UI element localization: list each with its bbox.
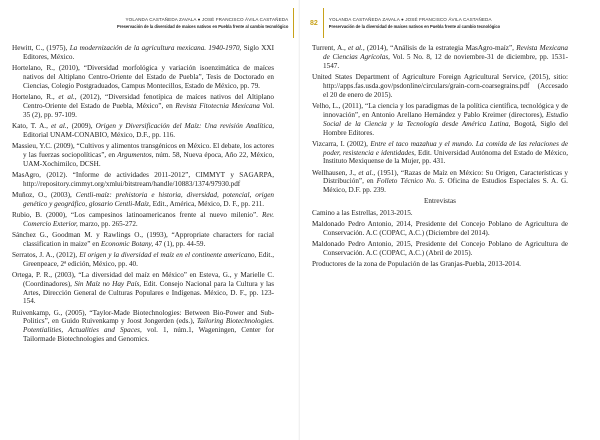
- reference-text: Vizcarra, I. (2002),: [312, 139, 371, 148]
- reference-text: Hewitt, C., (1975),: [12, 44, 70, 52]
- reference-entry: [12, 171, 274, 189]
- reference-text: Maldonado Pedro Antonio, 2015, Presidente del Concejo Poblano de Agricultura de Conservación. A.C (COPAC, A.C.) (Abril de 2015).: [312, 239, 568, 257]
- reference-entry: [12, 309, 274, 345]
- reference-text: Bogotá, Siglo del Hombre Editores.: [323, 119, 568, 137]
- reference-text: Camino a las Estrellas, 2013-2015.: [312, 208, 413, 217]
- reference-entry: [312, 102, 568, 138]
- reference-text: Muñoz, O., (2003),: [12, 190, 76, 199]
- reference-text: Siglo XXI Editores, México.: [23, 44, 274, 61]
- reference-text: Oficina de Estudios Especiales S. A. G. México, D.F. pp. 239.: [323, 177, 568, 195]
- reference-text: Serratos, J. A., (2012),: [12, 250, 80, 259]
- reference-text: , (2012), “Diversidad fenotípica de maíces nativos del Altiplano Centro-Oriente del Estado de Puebla, México”, en: [23, 92, 274, 110]
- reference-italic: Centli-maíz: prehistoria e historia, diversidad, potencial, origen genético y geográfico, glosario Centli-Maíz,: [23, 190, 274, 208]
- reference-text: , (2014), “Análisis de la estrategia MasAgro-maíz”,: [362, 44, 517, 52]
- reference-italic: Estudio Social de la Ciencia y la Tecnología desde América Latina,: [323, 110, 568, 128]
- header-authors: YOLANDA CASTAÑEDA ZAVALA ● JOSÉ FRANCISCO ÁVILA CASTAÑEDA: [328, 17, 492, 22]
- reference-italic: El origen y la diversidad el maíz en el continente americano,: [79, 250, 257, 259]
- reference-italic: La modernización de la agricultura mexicana. 1940-1970,: [69, 44, 242, 52]
- reference-italic: Folleto Técnico No. 5.: [376, 177, 445, 186]
- reference-italic: Origen y Diversificación del Maíz: Una revisión Analítica,: [95, 121, 275, 130]
- reference-entry: [312, 169, 568, 196]
- header-subtitle: Preservación de la diversidad de maíces nativos en Puebla frente al cambio tecnológico: [328, 24, 501, 29]
- section-heading: Entrevistas: [424, 197, 456, 206]
- reference-text: , (2009),: [66, 121, 96, 130]
- reference-entry: [12, 142, 274, 169]
- reference-entry: [312, 260, 568, 269]
- reference-entry: [312, 73, 568, 100]
- reference-entry: [312, 209, 568, 218]
- reference-text: Maldonado Pedro Antonio, 2014, Presidente del Concejo Poblano de Agricultura de Conservación. A.C (COPAC, A.C.) (Diciembre del 2014).: [312, 219, 568, 237]
- reference-text: Ortega, P. R., (2003), “La diversidad del maíz en México” en Esteva, G., y Marielle C. (Coordinadores),: [12, 270, 274, 288]
- reference-italic: Tailoring Biotechnologies. Potentialities, Actualities and Spaces,: [23, 317, 274, 335]
- reference-text: Editorial UNAM-CONABIO, México, D.F., pp. 116.: [23, 130, 176, 139]
- reference-text: Vol. 5 No. 8, 12 de noviembre-31 de diciembre, pp. 1531-1547.: [323, 52, 568, 70]
- page-header-left: [117, 8, 307, 38]
- reference-text: Sánchez G., Goodman M. y Rawlings O., (1993), “Appropriate characters for racial classification in maize” en: [12, 230, 274, 248]
- right-page: [300, 0, 600, 440]
- reference-text: , (1951), “Razas de Maíz en México: Su Origen, Características y Distribución”, en: [323, 168, 568, 186]
- reference-text: United States Department of Agriculture Foreign Agricultural Service, (2015), sitio: http://apps.fas.usda.gov/psdonline/circulars/grain-corn-coarsegrains.pdf (Accesado el 20 de enero de 2015).: [312, 72, 568, 99]
- reference-entry: [12, 271, 274, 307]
- reference-entry: [12, 231, 274, 249]
- reference-entry: [312, 140, 568, 167]
- reference-text: Hortelano, R., (2010), “Diversidad morfológica y variación isoenzimática de maíces nativos del Altiplano Centro-Oriente del Estado de Puebla”, Tesis de Doctorado en Ciencias, Colegio Postgraduados, Campus Montecillos, Estado de México, pp. 79.: [12, 64, 274, 90]
- reference-italic: et al.: [58, 92, 75, 101]
- header-divider: [323, 8, 324, 38]
- reference-italic: Revista Mexicana de Ciencias Agrícolas,: [323, 44, 568, 61]
- reference-entry: [12, 93, 274, 120]
- reference-text: Hortelano, R.,: [12, 92, 59, 101]
- reference-entry: [312, 220, 568, 238]
- reference-italic: et al.: [50, 121, 67, 130]
- reference-text: Edit., América, México, D. F., pp. 211.: [150, 199, 265, 208]
- reference-entry: [12, 44, 274, 62]
- reference-text: Velho, L., (2011), “La ciencia y los paradigmas de la política científica, tecnológica y de innovación”, en Antonio Arellano Hernández y Pablo Kreimer (directores),: [312, 101, 568, 119]
- reference-text: Vol. 35 (2), pp. 97-109.: [23, 101, 274, 119]
- reference-text: Ruivenkamp, G., (2005), “Taylor-Made Biotechnologies: Between Bio-Power and Sub-Politics”, en Guido Ruivenkamp y Joost Jongerden (eds.),: [12, 308, 274, 326]
- reference-entry: [12, 191, 274, 209]
- reference-text: Productores de la zona de Populación de las Granjas-Puebla, 2013-2014.: [312, 259, 521, 268]
- reference-italic: et al.: [348, 44, 363, 52]
- reference-text: MasAgro, (2012). “Informe de actividades 2011-2012”, CIMMYT y SAGARPA, http://repository.cimmyt.org/xmlui/bitstream/handle/10883/1374/97930.pdf: [12, 170, 274, 188]
- reference-text: Edit. Universidad Autónoma del Estado de México, Instituto Mexiquense de la Mujer, pp. 431.: [323, 148, 569, 166]
- reference-entry: [12, 211, 274, 229]
- reference-italic: Entre el taco mazahua y el mundo. La comida de las relaciones de poder, resistencia e identidades,: [323, 139, 569, 157]
- reference-entry: [12, 64, 274, 91]
- reference-text: Massieu, Y.C. (2009), “Cultivos y alimentos transgénicos en México. El debate, los actores y las fuerzas sociopolíticas”, en: [12, 141, 274, 159]
- reference-entry: [12, 251, 274, 269]
- reference-text: 47 (1), pp. 44-59.: [153, 239, 206, 248]
- reference-italic: Sin Maíz no Hay País,: [74, 279, 142, 288]
- reference-italic: Economic Botany,: [100, 239, 154, 248]
- reference-entry: [312, 44, 568, 71]
- reference-text: núm. 58, Nueva época, Año 22, México, UAM-Xochimilco, DCSH.: [23, 150, 274, 168]
- reference-text: Turrent, A.,: [312, 44, 349, 52]
- reference-entry: [312, 240, 568, 258]
- reference-entry: [12, 122, 274, 140]
- reference-text: Rubio, B. (2000), “Los campesinos latinoamericanos frente al nuevo milenio”.: [12, 210, 262, 219]
- reference-text: Kato, T. A.,: [12, 121, 51, 130]
- reference-text: Edit., Greenpeace, 2ª edición, México, pp. 40.: [23, 250, 274, 268]
- header-subtitle: Preservación de la diversidad de maíces nativos en Puebla frente al cambio tecnológico: [117, 24, 289, 29]
- reference-italic: Revista Fitotecnia Mexicana: [175, 101, 260, 110]
- page-header-right: [310, 8, 500, 38]
- reference-list: [12, 44, 274, 346]
- reference-text: Edit. Consejo Nacional para la Cultura y las Artes, Dirección General de Culturas Populares e Indígenas. México, D. F., pp. 123-154.: [23, 279, 275, 306]
- page-number: 82: [310, 19, 318, 27]
- reference-text: marzo, pp. 265-272.: [77, 219, 138, 228]
- reference-text: vol. 1, núm.1, Wageningen, Center for Tailormade Biotechnologies and Genomics.: [23, 326, 274, 344]
- header-divider: [293, 8, 294, 38]
- header-authors: YOLANDA CASTAÑEDA ZAVALA ● JOSÉ FRANCISCO ÁVILA CASTAÑEDA: [125, 17, 289, 22]
- reference-italic: Argumentos,: [117, 150, 154, 159]
- reference-italic: et al.: [358, 168, 374, 177]
- reference-text: Wellhausen, J.,: [312, 168, 359, 177]
- reference-italic: Rev. Comercio Exterior,: [23, 210, 274, 228]
- reference-list: [312, 44, 568, 271]
